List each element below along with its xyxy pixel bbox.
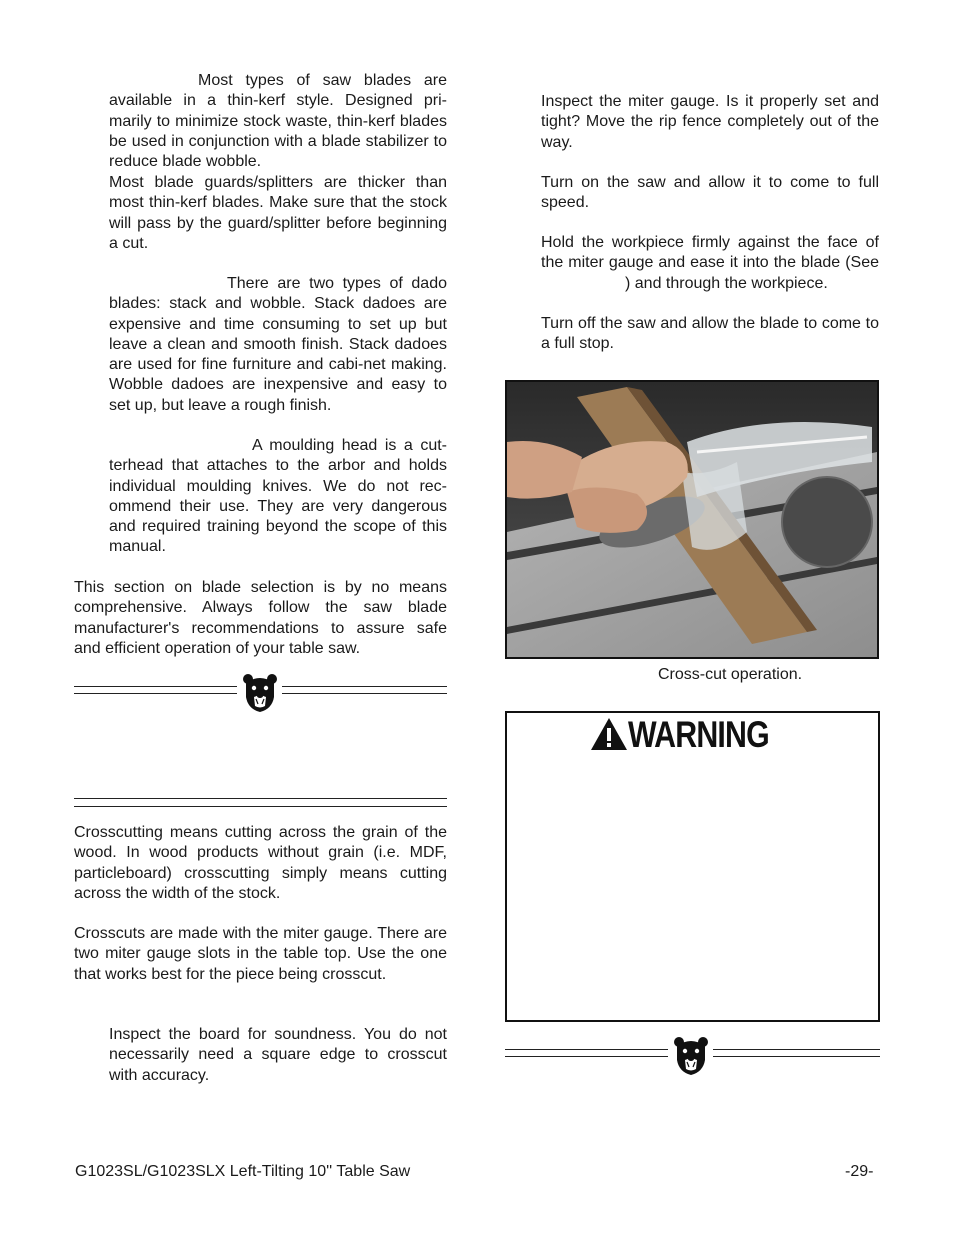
step-turn-on: Turn on the saw and allow it to come to full speed. — [541, 174, 879, 212]
bear-logo-icon — [242, 673, 278, 713]
bear-logo-icon — [673, 1036, 709, 1076]
dado-paragraph: There are two types of dado blades: stack and wobble. Stack dadoes are expensive and time consuming to set up but leave a clean and smooth finish. Stack dadoes are used for fine furniture and cabi-net making. Wobble dadoes are inexpensive and easy to set up, but leave a rough finish. — [109, 275, 447, 414]
moulding-paragraph: A moulding head is a cut-terhead that attaches to the arbor and holds individual moulding knives. We do not rec-ommend their use. They are very dangerous and required training beyond the scope of this manual. — [109, 437, 447, 556]
crosscut-definition: Crosscutting means cutting across the grain of the wood. In wood products without grain (i.e. MDF, particleboard) crosscutting simply means cutting across the width of the stock. — [74, 824, 447, 902]
crosscut-gauge-paragraph: Crosscuts are made with the miter gauge. There are two miter gauge slots in the table top. Use the one that works best for the piece being crosscut. — [74, 925, 447, 983]
crosscut-photo — [505, 380, 879, 659]
crosscut-illustration — [507, 382, 877, 657]
footer-model: G1023SL/G1023SLX Left-Tilting 10'' Table Saw — [75, 1163, 411, 1180]
end-rule-right — [713, 1049, 880, 1057]
step-hold-text-c: ) and through the workpiece. — [625, 274, 828, 292]
step-inspect-gauge: Inspect the miter gauge. Is it properly set and tight? Move the rip fence completely out of the way. — [541, 93, 879, 151]
thin-kerf-paragraph: Most types of saw blades are available in a thin-kerf style. Designed pri-marily to minimize stock waste, thin-kerf blades be used in conjunction with a blade stabilizer to reduce blade wobble. — [109, 72, 447, 171]
warning-triangle-icon — [590, 717, 628, 751]
step-inspect-board: Inspect the board for soundness. You do not necessarily need a square edge to crosscut with accuracy. — [109, 1026, 447, 1084]
step-turn-off: Turn off the saw and allow the blade to come to a full stop. — [541, 315, 879, 353]
thin-kerf-note: Most blade guards/splitters are thicker than most thin-kerf blades. Make sure that the stock will pass by the guard/splitter before beginning a cut. — [109, 174, 447, 252]
step-hold-workpiece — [541, 233, 879, 294]
end-rule-left — [505, 1049, 668, 1057]
step-hold-text-a: Hold the workpiece firmly against the face of the miter gauge and ease it into the blade — [541, 234, 879, 272]
section-rule-bottom — [74, 806, 447, 807]
selection-summary: This section on blade selection is by no means comprehensive. Always follow the saw blade manufacturer's recommendations to assure safe and efficient operation of your table saw. — [74, 579, 447, 657]
section-rule-top — [74, 798, 447, 799]
step-hold-text-b: (See — [845, 254, 879, 272]
figure-caption: Cross-cut operation. — [658, 666, 803, 683]
warning-box — [505, 711, 880, 1022]
section-rule-left — [74, 686, 237, 694]
warning-title: WARNING — [628, 714, 769, 755]
section-rule-right — [282, 686, 447, 694]
page-number: -29- — [845, 1163, 874, 1180]
